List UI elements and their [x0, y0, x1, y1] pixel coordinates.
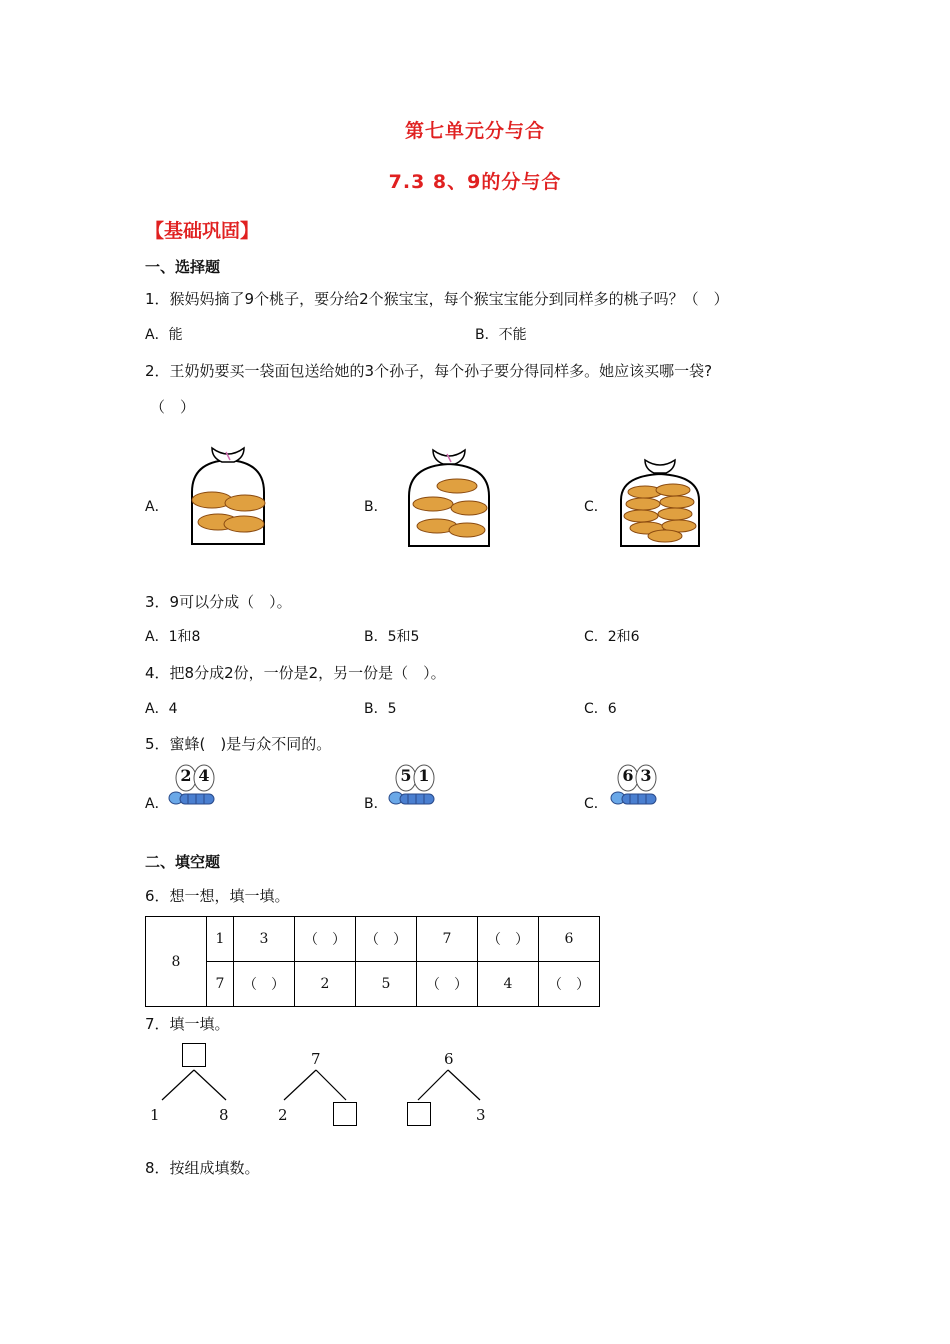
tree1-left-number: 1 — [150, 1106, 160, 1124]
table-cell: 6 — [539, 917, 600, 962]
question-2: 2．王奶奶要买一袋面包送给她的3个孙子，每个孙子要分得同样多。她应该买哪一袋? — [145, 362, 713, 380]
bread-icon — [658, 508, 692, 520]
bread-icon — [656, 484, 690, 496]
part2-heading: 二、填空题 — [145, 853, 221, 871]
bee-a-number-right: 4 — [198, 766, 210, 785]
bread-icon — [624, 510, 658, 522]
question-2-paren: （ ） — [150, 398, 196, 416]
q1-option-a[interactable]: A．能 — [145, 327, 183, 343]
bread-icon — [660, 496, 694, 508]
table-blank-cell[interactable]: （ ） — [356, 917, 417, 962]
table-cell: 3 — [234, 917, 295, 962]
bread-icon — [224, 516, 264, 532]
tree1-right-number: 8 — [219, 1106, 229, 1124]
q5-option-a[interactable]: A． — [145, 796, 169, 812]
table-blank-cell[interactable]: （ ） — [417, 962, 478, 1007]
question-7: 7．填一填。 — [145, 1015, 230, 1033]
decomposition-table — [145, 916, 600, 1007]
table-cell: 1 — [207, 917, 234, 962]
tree3-right-number: 3 — [476, 1106, 486, 1124]
table-row — [146, 962, 600, 1007]
bee-b-number-left: 5 — [400, 766, 412, 785]
bee-c[interactable] — [608, 764, 664, 808]
table-cell: 4 — [478, 962, 539, 1007]
bee-c-number-right: 3 — [640, 766, 652, 785]
part1-heading: 一、选择题 — [145, 258, 221, 276]
section-basic-heading: 【基础巩固】 — [145, 220, 260, 242]
bread-icon — [451, 501, 487, 515]
table-blank-cell[interactable]: （ ） — [234, 962, 295, 1007]
question-5: 5．蜜蜂( )是与众不同的。 — [145, 735, 332, 753]
table-cell: 5 — [356, 962, 417, 1007]
bread-icon — [626, 498, 660, 510]
bread-icon — [225, 495, 265, 511]
bee-icon — [386, 764, 442, 808]
table-blank-cell[interactable]: （ ） — [295, 917, 356, 962]
q2-option-a[interactable]: A． — [145, 499, 169, 515]
question-4: 4．把8分成2份，一份是2，另一份是（ ）。 — [145, 664, 446, 682]
q5-option-b[interactable]: B． — [364, 796, 388, 812]
tree1-top-box[interactable] — [182, 1043, 206, 1067]
q2-option-c[interactable]: C． — [584, 499, 608, 515]
q3-option-a[interactable]: A．1和8 — [145, 629, 201, 645]
bee-icon — [608, 764, 664, 808]
bread-bag-c-image[interactable] — [617, 456, 703, 552]
table-total-cell: 8 — [146, 917, 207, 1007]
bread-icon — [449, 523, 485, 537]
q2-option-b[interactable]: B． — [364, 499, 388, 515]
table-cell: 2 — [295, 962, 356, 1007]
table-cell: 7 — [207, 962, 234, 1007]
bread-icon — [437, 479, 477, 493]
table-row — [146, 917, 600, 962]
q5-option-c[interactable]: C． — [584, 796, 608, 812]
tree3-top-number: 6 — [444, 1050, 454, 1068]
table-cell: 7 — [417, 917, 478, 962]
bee-a-number-left: 2 — [180, 766, 192, 785]
bread-bag-a-image[interactable] — [182, 444, 274, 548]
q1-option-b[interactable]: B．不能 — [475, 327, 527, 343]
bread-bag-b-image[interactable] — [403, 446, 495, 550]
q4-option-b[interactable]: B．5 — [364, 701, 397, 717]
question-8: 8．按组成填数。 — [145, 1159, 260, 1177]
page-subtitle: 7.3 8、9的分与合 — [388, 171, 562, 193]
bee-b-number-right: 1 — [418, 766, 430, 785]
q3-option-c[interactable]: C．2和6 — [584, 629, 640, 645]
tree2-right-box[interactable] — [333, 1102, 357, 1126]
bread-icon — [413, 497, 453, 511]
question-1: 1．猴妈妈摘了9个桃子，要分给2个猴宝宝，每个猴宝宝能分到同样多的桃子吗？（ ） — [145, 290, 729, 308]
page-title: 第七单元分与合 — [404, 120, 545, 142]
q3-option-b[interactable]: B．5和5 — [364, 629, 420, 645]
bee-a[interactable] — [166, 764, 222, 808]
tree2-top-number: 7 — [311, 1050, 321, 1068]
q4-option-c[interactable]: C．6 — [584, 701, 617, 717]
q4-option-a[interactable]: A．4 — [145, 701, 178, 717]
bread-icon — [648, 530, 682, 542]
tree2-left-number: 2 — [278, 1106, 288, 1124]
tree3-left-box[interactable] — [407, 1102, 431, 1126]
table-blank-cell[interactable]: （ ） — [478, 917, 539, 962]
table-blank-cell[interactable]: （ ） — [539, 962, 600, 1007]
bee-icon — [166, 764, 222, 808]
question-6: 6．想一想，填一填。 — [145, 887, 290, 905]
bee-b[interactable] — [386, 764, 442, 808]
question-3: 3．9可以分成（ ）。 — [145, 593, 292, 611]
bee-c-number-left: 6 — [622, 766, 634, 785]
